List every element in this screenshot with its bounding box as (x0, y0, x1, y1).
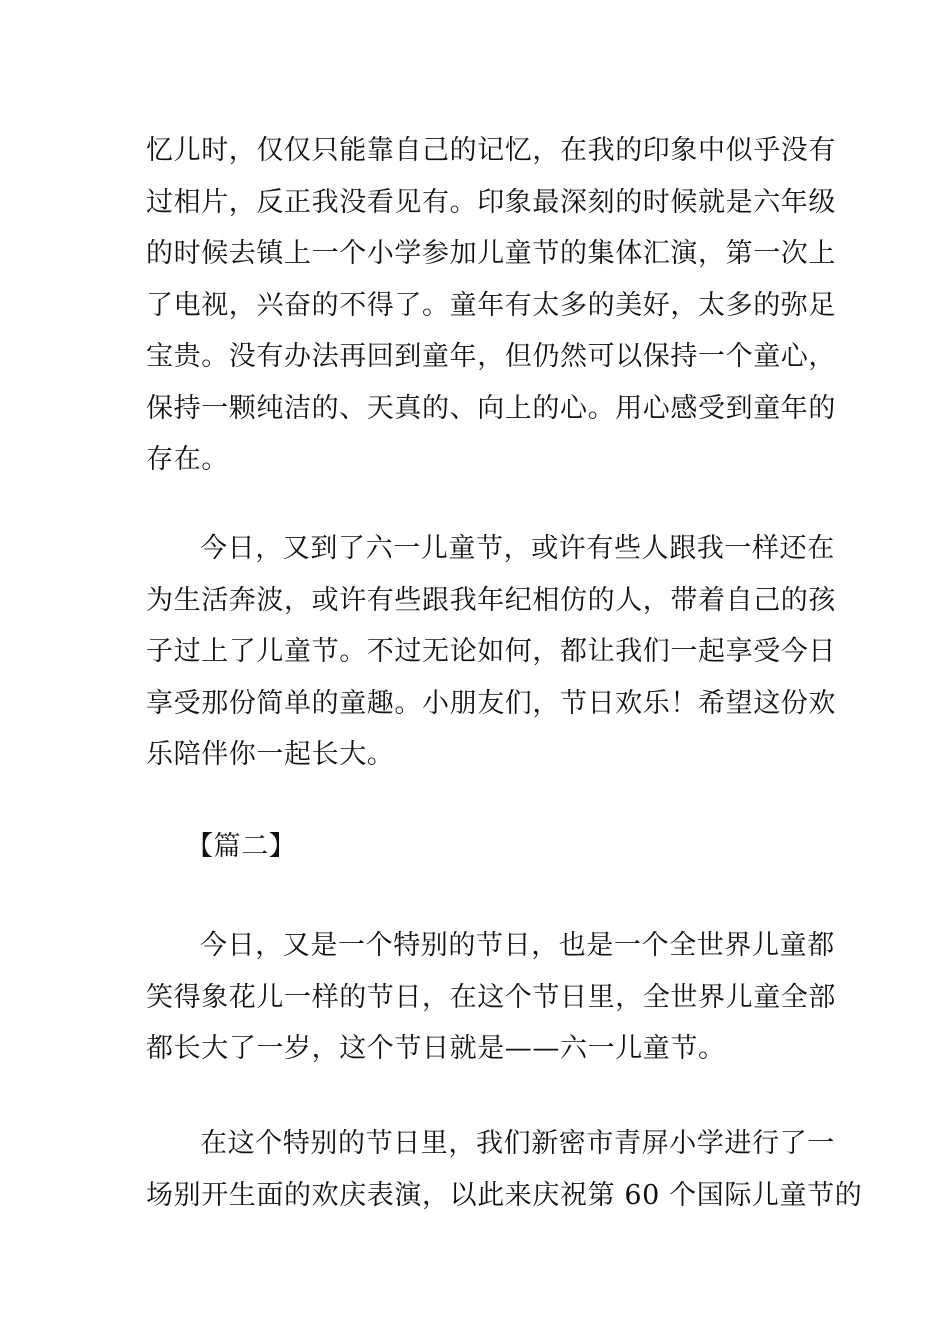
paragraph-line: 为生活奔波，或许有些跟我年纪相仿的人，带着自己的孩 (146, 584, 836, 616)
paragraph-line: 今日，又到了六一儿童节，或许有些人跟我一样还在 (200, 533, 835, 564)
paragraph-line: 宝贵。没有办法再回到童年，但仍然可以保持一个童心， (146, 341, 836, 372)
paragraph-line: 子过上了儿童节。不过无论如何，都让我们一起享受今日 (146, 636, 836, 667)
paragraph-1 (146, 125, 836, 486)
paragraph-2 (146, 523, 836, 781)
paragraph-4 (146, 1118, 863, 1221)
paragraph-line: 过相片，反正我没看见有。印象最深刻的时候就是六年级 (146, 186, 836, 218)
paragraph-line: 保持一颗纯洁的、天真的、向上的心。用心感受到童年的 (146, 392, 836, 424)
paragraph-line: 都长大了一岁，这个节日就是——六一儿童节。 (146, 1033, 726, 1064)
paragraph-line: 的时候去镇上一个小学参加儿童节的集体汇演，第一次上 (146, 238, 836, 269)
paragraph-line: 笑得象花儿一样的节日，在这个节日里，全世界儿童全部 (146, 981, 836, 1013)
section-heading: 【篇二】 (186, 831, 297, 862)
paragraph-line: 忆儿时，仅仅只能靠自己的记忆，在我的印象中似乎没有 (146, 135, 836, 166)
paragraph-line: 乐陪伴你一起长大。 (146, 739, 395, 770)
paragraph-3 (146, 920, 836, 1075)
paragraph-line: 存在。 (146, 444, 229, 475)
section-heading-block (146, 821, 816, 873)
paragraph-line: 在这个特别的节日里，我们新密市青屏小学进行了一 (200, 1128, 835, 1159)
paragraph-line: 享受那份简单的童趣。小朋友们，节日欢乐！希望这份欢 (146, 687, 836, 719)
paragraph-line: 了电视，兴奋的不得了。童年有太多的美好，太多的弥足 (146, 289, 836, 321)
paragraph-line: 场别开生面的欢庆表演，以此来庆祝第 60 个国际儿童节的 (146, 1179, 863, 1211)
paragraph-line: 今日，又是一个特别的节日，也是一个全世界儿童都 (200, 930, 835, 961)
